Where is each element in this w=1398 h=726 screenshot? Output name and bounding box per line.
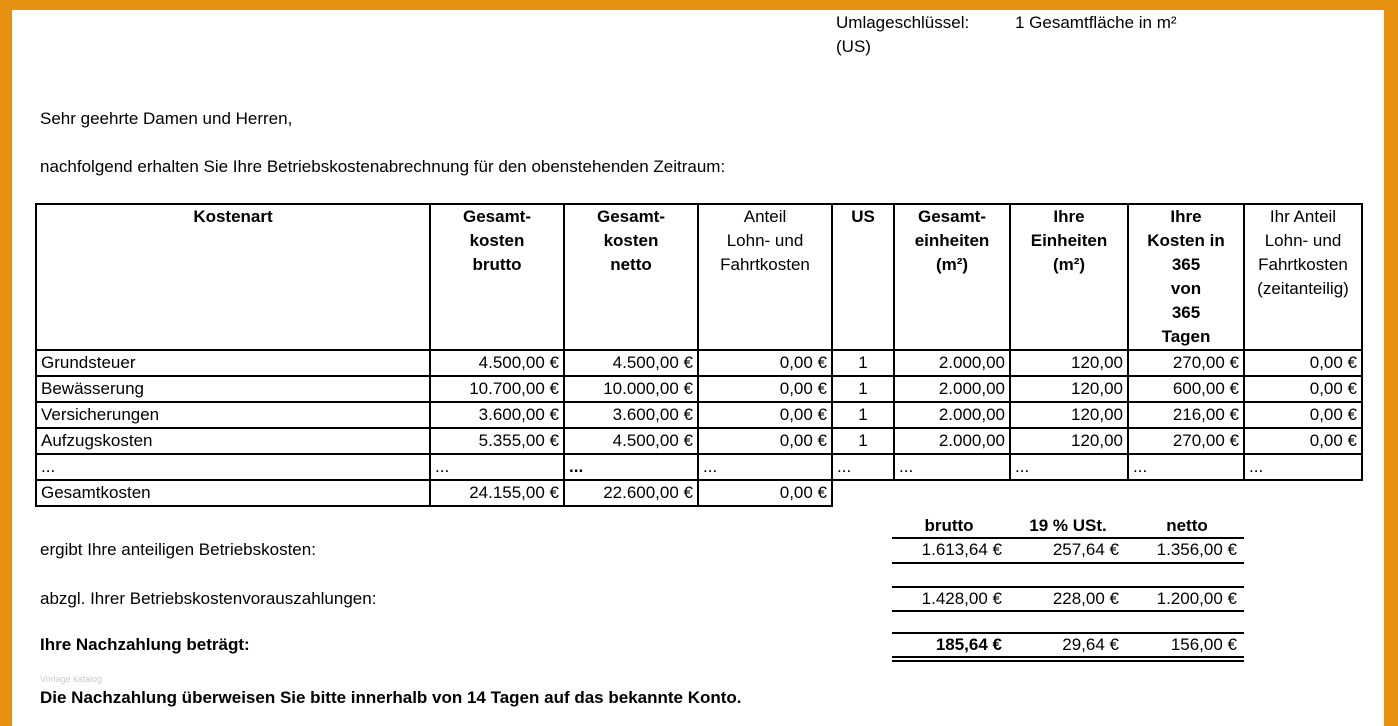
table-cell: ... (832, 454, 894, 480)
total-cell: 22.600,00 € (564, 480, 698, 506)
table-cell: ... (698, 454, 832, 480)
table-cell: 2.000,00 (894, 402, 1010, 428)
table-cell: 120,00 (1010, 402, 1128, 428)
table-total-row (36, 480, 1362, 506)
table-cell: Bewässerung (36, 376, 430, 402)
column-header: Kostenart (36, 204, 430, 350)
empty-cell (1010, 480, 1128, 506)
empty-cell (894, 480, 1010, 506)
summary-double-rule (892, 660, 1244, 662)
empty-cell (832, 480, 894, 506)
table-cell: 600,00 € (1128, 376, 1244, 402)
intro-text: nachfolgend erhalten Sie Ihre Betriebskostenabrechnung für den obenstehenden Zeitraum: (40, 157, 726, 176)
table-cell: 1 (832, 350, 894, 376)
table-cell: 4.500,00 € (564, 428, 698, 454)
total-cell: Gesamtkosten (36, 480, 430, 506)
table-cell: 270,00 € (1128, 350, 1244, 376)
summary-rule (892, 632, 1244, 634)
table-row (36, 350, 1362, 376)
table-cell: ... (564, 454, 698, 480)
column-header: Anteil Lohn- und Fahrtkosten (698, 204, 832, 350)
table-row (36, 402, 1362, 428)
table-cell: 2.000,00 (894, 376, 1010, 402)
summary-rule (892, 610, 1244, 612)
allocation-key-abbrev: (US) (836, 37, 871, 56)
table-cell: Aufzugskosten (36, 428, 430, 454)
table-cell: Grundsteuer (36, 350, 430, 376)
column-header: US (832, 204, 894, 350)
column-header: Ihre Kosten in 365 von 365 Tagen (1128, 204, 1244, 350)
summary-row3-label: Ihre Nachzahlung beträgt: (40, 635, 250, 654)
column-header: Ihr Anteil Lohn- und Fahrtkosten (zeitanteilig) (1244, 204, 1362, 350)
footer-note: Die Nachzahlung überweisen Sie bitte innerhalb von 14 Tagen auf das bekannte Konto. (40, 688, 742, 707)
summary-col-ust: 19 % USt. (1029, 516, 1107, 535)
table-cell: 0,00 € (1244, 350, 1362, 376)
table-cell: ... (36, 454, 430, 480)
summary-col-brutto: brutto (924, 516, 974, 535)
empty-cell (1128, 480, 1244, 506)
table-cell: 4.500,00 € (430, 350, 564, 376)
table-cell: ... (430, 454, 564, 480)
table-cell: 2.000,00 (894, 428, 1010, 454)
table-cell: 1 (832, 376, 894, 402)
table-cell: 1 (832, 428, 894, 454)
allocation-key-value: 1 Gesamtfläche in m² (1015, 13, 1177, 32)
column-header: Gesamt- kosten netto (564, 204, 698, 350)
summary-row2-label: abzgl. Ihrer Betriebskostenvorauszahlungen: (40, 589, 377, 608)
total-cell: 24.155,00 € (430, 480, 564, 506)
empty-cell (1244, 480, 1362, 506)
column-header: Gesamt- einheiten (m²) (894, 204, 1010, 350)
table-cell: Versicherungen (36, 402, 430, 428)
summary-row3-ust: 29,64 € (1062, 635, 1119, 654)
table-cell: 2.000,00 (894, 350, 1010, 376)
summary-rule (892, 537, 1244, 539)
summary-double-rule (892, 656, 1244, 658)
watermark: Vorlage katalog (40, 674, 103, 684)
table-cell: 3.600,00 € (564, 402, 698, 428)
table-cell: 10.700,00 € (430, 376, 564, 402)
table-cell: 270,00 € (1128, 428, 1244, 454)
table-cell: 216,00 € (1128, 402, 1244, 428)
table-cell: 0,00 € (698, 376, 832, 402)
table-cell: 0,00 € (698, 428, 832, 454)
column-header: Gesamt- kosten brutto (430, 204, 564, 350)
summary-row1-ust: 257,64 € (1052, 540, 1119, 559)
summary-row2-brutto: 1.428,00 € (921, 589, 1002, 608)
total-cell: 0,00 € (698, 480, 832, 506)
allocation-key-label: Umlageschlüssel: (836, 13, 970, 32)
summary-row1-brutto: 1.613,64 € (921, 540, 1002, 559)
salutation: Sehr geehrte Damen und Herren, (40, 109, 293, 128)
table-cell: 0,00 € (1244, 376, 1362, 402)
table-cell: ... (894, 454, 1010, 480)
summary-row1-netto: 1.356,00 € (1156, 540, 1237, 559)
table-cell: 120,00 (1010, 350, 1128, 376)
table-header-row (36, 204, 1362, 350)
table-cell: 0,00 € (1244, 402, 1362, 428)
summary-row2-netto: 1.200,00 € (1156, 589, 1237, 608)
document-page (12, 10, 1384, 726)
summary-col-netto: netto (1166, 516, 1208, 535)
summary-row3-netto: 156,00 € (1170, 635, 1237, 654)
summary-rule (892, 562, 1244, 564)
summary-row1-label: ergibt Ihre anteiligen Betriebskosten: (40, 540, 316, 559)
table-cell: 120,00 (1010, 428, 1128, 454)
table-cell: 120,00 (1010, 376, 1128, 402)
table-cell: 3.600,00 € (430, 402, 564, 428)
table-cell: 1 (832, 402, 894, 428)
table-cell: 4.500,00 € (564, 350, 698, 376)
table-cell: ... (1010, 454, 1128, 480)
column-header: Ihre Einheiten (m²) (1010, 204, 1128, 350)
table-cell: 0,00 € (1244, 428, 1362, 454)
cost-table (35, 203, 1363, 507)
table-cell: ... (1244, 454, 1362, 480)
table-cell: 5.355,00 € (430, 428, 564, 454)
summary-row3-brutto: 185,64 € (935, 635, 1002, 654)
table-row (36, 428, 1362, 454)
table-cell: 0,00 € (698, 350, 832, 376)
summary-rule (892, 586, 1244, 588)
table-row (36, 454, 1362, 480)
table-cell: ... (1128, 454, 1244, 480)
summary-row2-ust: 228,00 € (1052, 589, 1119, 608)
table-cell: 10.000,00 € (564, 376, 698, 402)
table-cell: 0,00 € (698, 402, 832, 428)
table-row (36, 376, 1362, 402)
